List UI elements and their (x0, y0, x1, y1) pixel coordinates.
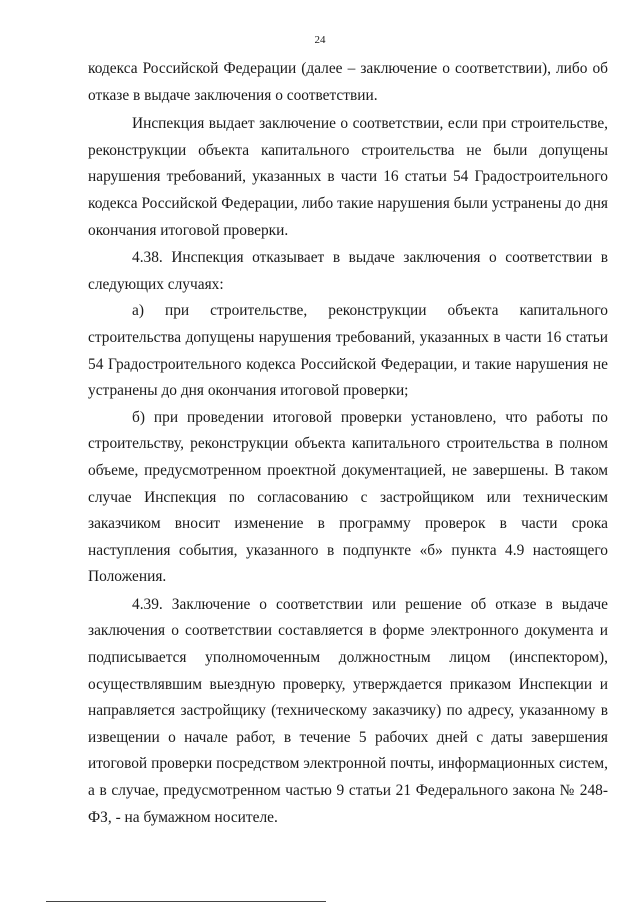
paragraph-inspection-issues: Инспекция выдает заключение о соответствии, если при строительстве, реконструкции объекта капитального строительства не были допущены нарушения требований, указанных в части 16 статьи 54 Градостроительного кодекса Российской Федерации, либо такие нарушения были устранены до дня окончания итоговой проверки. (88, 115, 608, 239)
page-bottom-divider (46, 901, 326, 902)
paragraph-item-b: б) при проведении итоговой проверки установлено, что работы по строительству, реконструкции объекта капитального строительства в полном объеме, предусмотренном проектной документацией, не завершены. В таком случае Инспекция по согласованию с застройщиком или техническим заказчиком вносит изменение в программу проверок в части срока наступления события, указанного в подпункте «б» пункта 4.9 настоящего Положения. (88, 408, 608, 586)
paragraph-continuation: кодекса Российской Федерации (далее – заключение о соответствии), либо об отказе в выдаче заключения о соответствии. (88, 60, 608, 104)
paragraph-item-a: а) при строительстве, реконструкции объекта капитального строительства допущены нарушения требований, указанных в части 16 статьи 54 Градостроительного кодекса Российской Федерации, и такие нарушения не устранены до дня окончания итоговой проверки; (88, 302, 608, 400)
document-body (88, 56, 608, 831)
paragraph-4-38: 4.38. Инспекция отказывает в выдаче заключения о соответствии в следующих случаях: (88, 249, 608, 293)
page-number: 24 (314, 34, 326, 46)
paragraph-4-39: 4.39. Заключение о соответствии или решение об отказе в выдаче заключения о соответствии составляется в форме электронного документа и подписывается уполномоченным должностным лицом (инспектором), осуществлявшим выездную проверку, утверждается приказом Инспекции и направляется застройщику (техническому заказчику) по адресу, указанному в извещении о начале работ, в течение 5 рабочих дней с даты завершения итоговой проверки посредством электронной почты, информационных систем, а в случае, предусмотренном частью 9 статьи 21 Федерального закона № 248-ФЗ, - на бумажном носителе. (88, 595, 608, 826)
